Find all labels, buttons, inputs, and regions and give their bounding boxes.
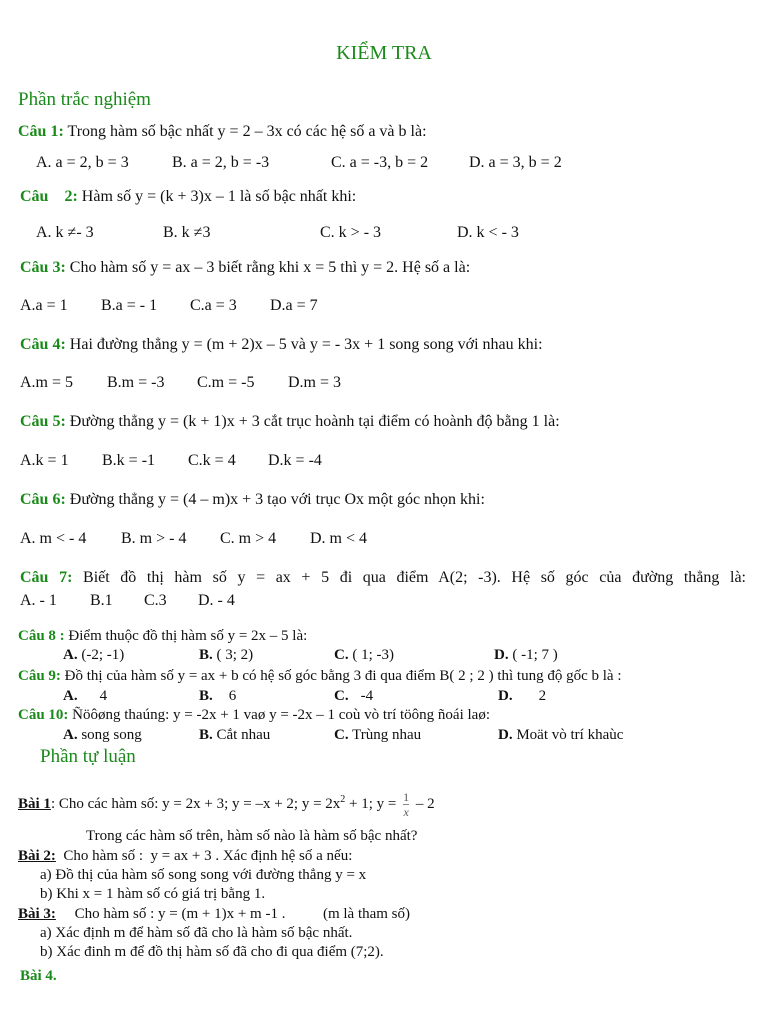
q6-option-b: B. m > - 4 <box>121 530 187 547</box>
q10-option-d <box>498 727 623 744</box>
q8-option-a <box>63 647 124 664</box>
option-letter: C. <box>334 647 349 663</box>
q6-option-d: D. m < 4 <box>310 530 368 547</box>
exercise-4-label: Bài 4. <box>20 968 57 984</box>
question-label: Câu 5: <box>20 413 66 430</box>
q8-option-d <box>494 647 558 664</box>
q10-option-a <box>63 727 142 744</box>
q7-option-d: D. - 4 <box>198 592 235 609</box>
q1-option-c: C. a = -3, b = 2 <box>331 154 429 171</box>
q9-option-c <box>334 688 373 705</box>
question-8 <box>18 628 307 645</box>
section-essay: Phần tự luận <box>40 746 136 767</box>
q4-option-b: B.m = -3 <box>107 374 165 391</box>
exercise-label: Bài 1 <box>18 795 51 812</box>
q4-option-d: D.m = 3 <box>288 374 342 391</box>
question-text: Cho hàm số y = ax – 3 biết rằng khi x = 5 thì y = 2. Hệ số a là: <box>65 259 471 276</box>
exercise-3-part-a: a) Xác định m để hàm số đã cho là hàm số bậc nhất. <box>40 925 353 941</box>
fraction-numerator: 1 <box>403 790 410 804</box>
exercise-2 <box>18 848 352 865</box>
q7-option-a: A. - 1 <box>20 592 57 609</box>
q6-option-a: A. m < - 4 <box>20 530 87 547</box>
q9-option-a <box>63 688 107 705</box>
exercise-label: Bài 2: <box>18 848 56 864</box>
exercise-1-question: Trong các hàm số trên, hàm số nào là hàm số bậc nhất? <box>86 828 418 844</box>
question-label: Câu 1: <box>18 123 64 140</box>
option-letter: B. <box>199 727 213 743</box>
question-5 <box>20 413 560 431</box>
q1-option-a: A. a = 2, b = 3 <box>36 154 129 171</box>
option-text: ( 1; -3) <box>348 647 394 663</box>
option-text: 2 <box>538 688 547 704</box>
option-text: -4 <box>360 688 374 704</box>
q6-option-c: C. m > 4 <box>220 530 277 547</box>
question-text: Trong hàm số bậc nhất y = 2 – 3x có các hệ số a và b là: <box>63 123 427 140</box>
question-text: Đường thẳng y = (4 – m)x + 3 tạo với trục Ox một góc nhọn khi: <box>65 491 485 508</box>
q2-option-b: B. k ≠3 <box>163 224 211 241</box>
question-10 <box>18 707 490 724</box>
question-4 <box>20 336 543 354</box>
exercise-2-part-a: a) Đồ thị của hàm số song song với đường thẳng y = x <box>40 867 367 883</box>
question-9 <box>18 668 622 685</box>
option-text: ( -1; 7 ) <box>508 647 558 663</box>
q10-option-c <box>334 727 421 744</box>
option-text: (-2; -1) <box>77 647 125 663</box>
exercise-3-part-b: b) Xác đinh m để đồ thị hàm số đã cho đi qua điểm (7;2). <box>40 944 384 960</box>
q4-option-c: C.m = -5 <box>197 374 255 391</box>
q5-option-a: A.k = 1 <box>20 452 69 469</box>
option-text: song song <box>77 727 142 743</box>
q3-option-c: C.a = 3 <box>190 297 237 314</box>
exercise-text: + 1; y = <box>345 795 401 812</box>
option-letter: B. <box>199 647 213 663</box>
q1-option-d: D. a = 3, b = 2 <box>469 154 562 171</box>
section-multiple-choice: Phần trắc nghiệm <box>18 89 151 110</box>
exercise-2-part-b: b) Khi x = 1 hàm số có giá trị bằng 1. <box>40 886 266 902</box>
q9-option-d <box>498 688 546 705</box>
q2-option-a: A. k ≠- 3 <box>36 224 94 241</box>
option-letter: D. <box>498 727 513 743</box>
question-3 <box>20 259 470 277</box>
q7-option-b: B.1 <box>90 592 113 609</box>
q4-option-a: A.m = 5 <box>20 374 74 391</box>
q2-option-c: C. k > - 3 <box>320 224 382 241</box>
q10-option-b <box>199 727 270 744</box>
q8-option-c <box>334 647 394 664</box>
option-letter: A. <box>63 647 78 663</box>
exercise-text: : Cho các hàm số: y = 2x + 3; y = –x + 2; y = 2x <box>50 795 341 812</box>
fraction <box>403 790 409 819</box>
question-label: Câu 9: <box>18 668 61 684</box>
q2-option-d: D. k < - 3 <box>457 224 519 241</box>
option-letter: D. <box>494 647 509 663</box>
question-7 <box>20 569 746 587</box>
q1-option-b: B. a = 2, b = -3 <box>172 154 270 171</box>
exercise-text: Cho hàm số : y = ax + 3 . Xác định hệ số a nếu: <box>55 848 353 864</box>
exercise-3 <box>18 906 410 923</box>
exercise-text: Cho hàm số : y = (m + 1)x + m -1 . (m là tham số) <box>55 906 411 922</box>
page-title: KIỂM TRA <box>336 42 432 64</box>
question-label: Câu 7: <box>20 569 73 586</box>
question-text: Ñöôøng thaúng: y = -2x + 1 vaø y = -2x – 1 coù vò trí töông ñoái laø: <box>68 707 490 723</box>
question-label: Câu 2: <box>20 188 78 205</box>
option-letter: C. <box>334 727 349 743</box>
option-text: Trùng nhau <box>348 727 422 743</box>
exercise-text: – 2 <box>412 795 435 812</box>
question-text: Điểm thuộc đồ thị hàm số y = 2x – 5 là: <box>64 628 308 644</box>
question-label: Câu 3: <box>20 259 66 276</box>
q9-option-b <box>199 688 236 705</box>
q3-option-a: A.a = 1 <box>20 297 68 314</box>
question-1 <box>18 123 427 141</box>
option-text: 6 <box>228 688 237 704</box>
q5-option-b: B.k = -1 <box>102 452 156 469</box>
q5-option-d: D.k = -4 <box>268 452 322 469</box>
question-text: Biết đồ thị hàm số y = ax + 5 đi qua điểm A(2; -3). Hệ số góc của đường thẳng là: <box>72 569 746 586</box>
option-letter: D. <box>498 688 513 704</box>
option-text: 4 <box>99 688 108 704</box>
option-letter: B. <box>199 688 213 704</box>
exercise-label: Bài 3: <box>18 906 56 922</box>
option-text: Cắt nhau <box>212 727 271 743</box>
question-text: Hàm số y = (k + 3)x – 1 là số bậc nhất khi: <box>77 188 357 205</box>
question-text: Đồ thị của hàm số y = ax + b có hệ số góc bằng 3 đi qua điểm B( 2 ; 2 ) thì tung độ gốc b là : <box>60 668 622 684</box>
question-label: Câu 6: <box>20 491 66 508</box>
question-text: Hai đường thẳng y = (m + 2)x – 5 và y = - 3x + 1 song song với nhau khi: <box>65 336 543 353</box>
question-text: Đường thẳng y = (k + 1)x + 3 cắt trục hoành tại điểm có hoành độ bằng 1 là: <box>65 413 560 430</box>
option-letter: A. <box>63 688 78 704</box>
option-letter: C. <box>334 688 349 704</box>
option-letter: A. <box>63 727 78 743</box>
exponent: 2 <box>340 793 346 805</box>
q5-option-c: C.k = 4 <box>188 452 236 469</box>
q3-option-d: D.a = 7 <box>270 297 318 314</box>
exercise-1 <box>18 790 435 819</box>
option-text: Moät vò trí khaùc <box>512 727 624 743</box>
question-label: Câu 10: <box>18 707 69 723</box>
q8-option-b <box>199 647 253 664</box>
fraction-denominator: x <box>403 805 409 819</box>
question-label: Câu 4: <box>20 336 66 353</box>
q3-option-b: B.a = - 1 <box>101 297 158 314</box>
q7-option-c: C.3 <box>144 592 167 609</box>
option-text: ( 3; 2) <box>212 647 254 663</box>
question-6 <box>20 491 485 509</box>
question-label: Câu 8 : <box>18 628 65 644</box>
question-2 <box>20 188 356 206</box>
